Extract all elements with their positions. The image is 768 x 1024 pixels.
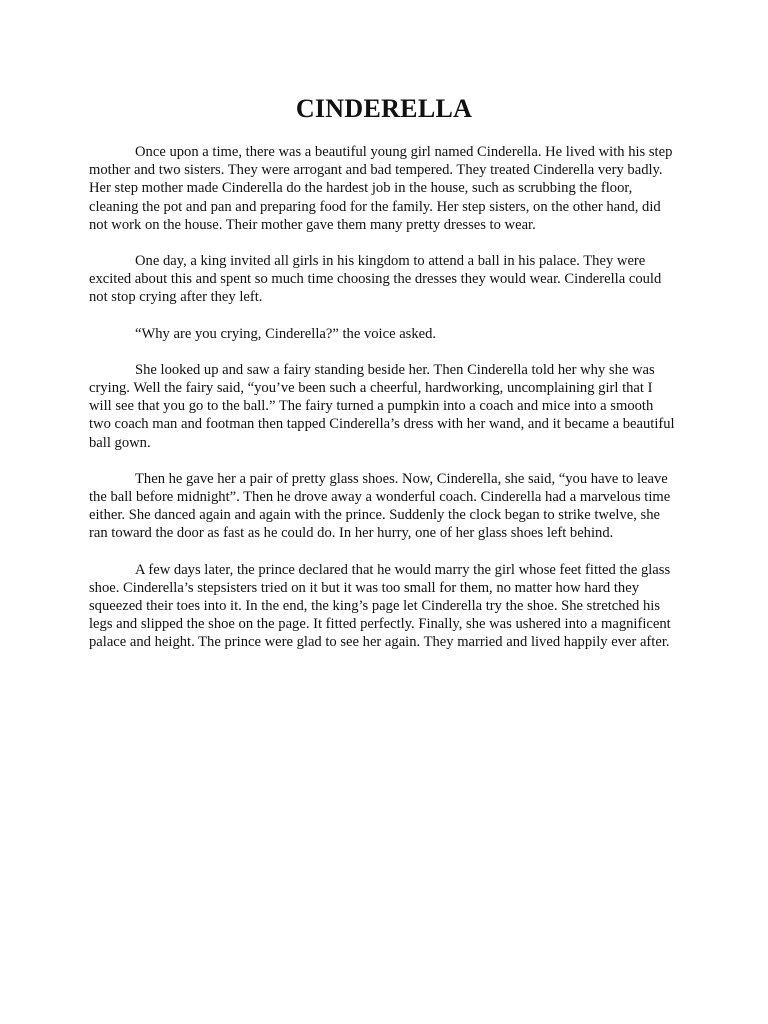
paragraph-3: “Why are you crying, Cinderella?” the voice asked. xyxy=(135,325,437,342)
document-title: CINDERELLA xyxy=(295,94,473,123)
paragraph-6: A few days later, the prince declared that he would marry the girl whose feet fitted the glass shoe. Cinderella’s stepsisters tried on it but it was too small for them, no matter how hard they squeezed their toes into it. In the end, the king’s page let Cinderella try the shoe. She stretched his legs and slipped the shoe on the page. It fitted perfectly. Finally, she was ushered into a magnificent palace and height. The prince were glad to see her again. They married and lived happily ever after. xyxy=(89,561,671,651)
paragraph-1: Once upon a time, there was a beautiful young girl named Cinderella. He lived with his step mother and two sisters. They were arrogant and bad tempered. They treated Cinderella very badly. Her step mother made Cinderella do the hardest job in the house, such as scrubbing the floor, cleaning the pot and pan and preparing food for the family. Her step sisters, on the other hand, did not work on the house. Their mother gave them many pretty dresses to wear. xyxy=(89,144,673,233)
paragraph-5: Then he gave her a pair of pretty glass shoes. Now, Cinderella, she said, “you have to leave the ball before midnight”. Then he drove away a wonderful coach. Cinderella had a marvelous time either. She danced again and again with the prince. Suddenly the clock began to strike twelve, she ran toward the door as fast as he could do. In her hurry, one of her glass shoes left behind. xyxy=(89,470,671,542)
paragraph-2: One day, a king invited all girls in his kingdom to attend a ball in his palace. They were excited about this and spent so much time choosing the dresses they would wear. Cinderella could not stop crying after they left. xyxy=(89,253,662,306)
paragraph-4: She looked up and saw a fairy standing beside her. Then Cinderella told her why she was crying. Well the fairy said, “you’ve been such a cheerful, hardworking, uncomplaining girl that I will see that you go to the ball.” The fairy turned a pumpkin into a coach and mice into a smooth two coach man and footman then tapped Cinderella’s dress with her wand, and it became a beautiful ball gown. xyxy=(89,361,675,451)
story-body xyxy=(89,143,677,670)
